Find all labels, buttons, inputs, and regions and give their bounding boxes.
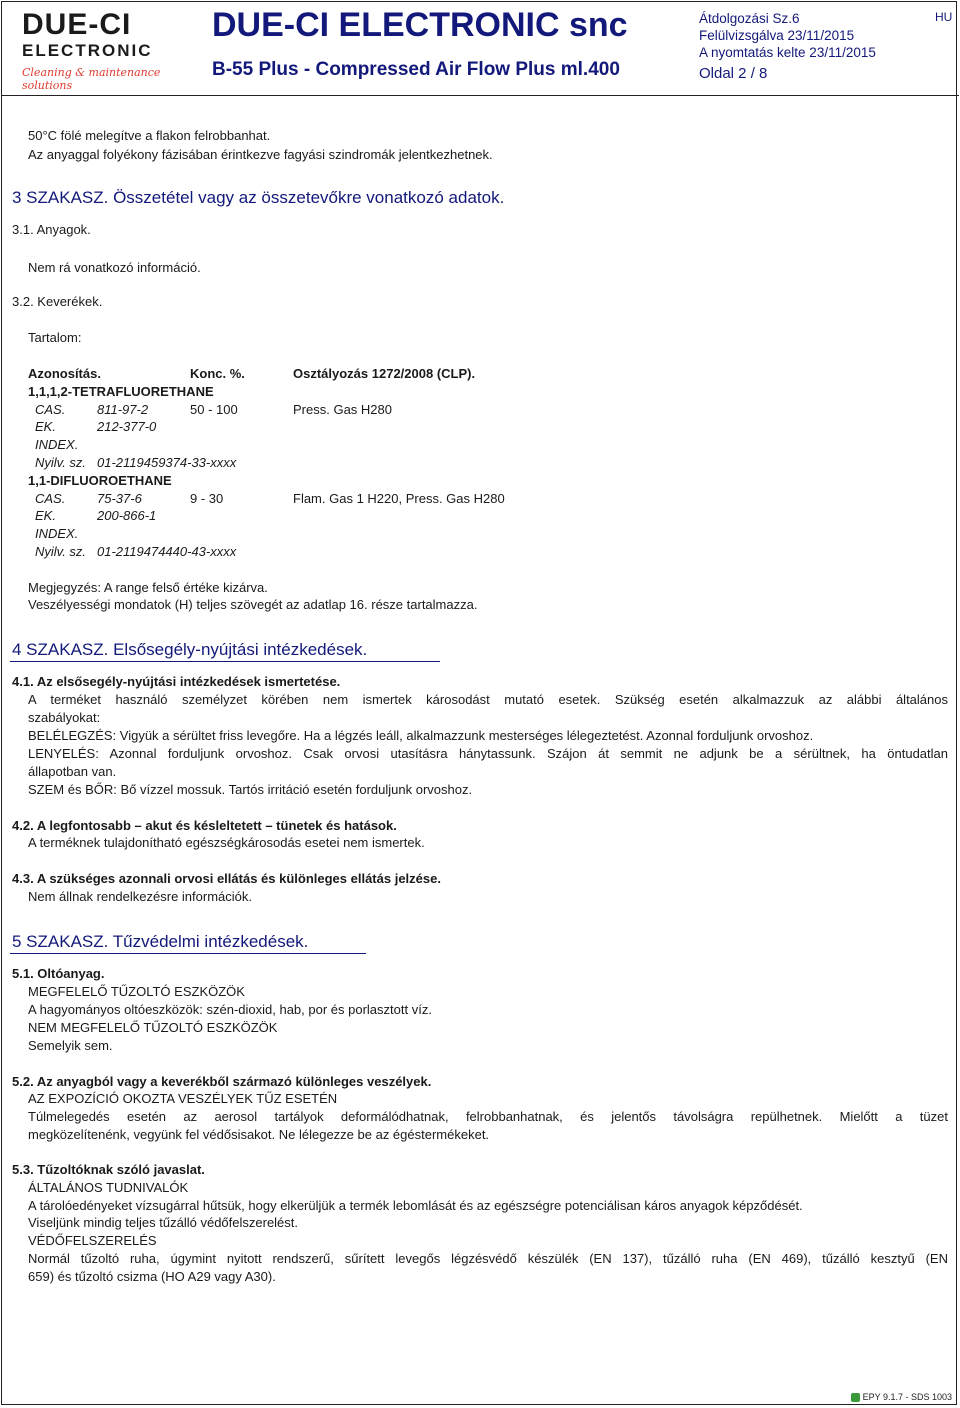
substance1-cas: 811-97-2 [97,402,149,417]
substance2-conc: 9 - 30 [190,491,224,506]
section5-1-line2: A hagyományos oltóeszközök: szén-dioxid, hab, por és porlasztott víz. [28,1002,432,1017]
section4-1-p1a: A terméket használó személyzet körében nem ismertek károsodást mutató esetek. Szükség esetén alkalmazzuk az alábbi általános [28,692,948,707]
section4-1-ingestion-a: LENYELÉS: Azonnal forduljunk orvoshoz. Csak orvosi utasításra hánytassunk. Szájon át semmit ne adjunk be a sérültnek, ha öntudatlan [28,746,948,761]
section4-1-inhalation: BELÉLEGZÉS: Vigyük a sérültet friss levegőre. Ha a légzés leáll, alkalmazzunk mesterséges lélegeztetést. Azonnal forduljunk orvoshoz. [28,728,814,743]
print-date: A nyomtatás kelte 23/11/2015 [699,45,876,60]
section4-1-ingestion-b: állapotban van. [28,764,117,779]
review-date: Felülvizsgálva 23/11/2015 [699,28,855,43]
section3-title: 3 SZAKASZ. Összetétel vagy az összetevőkre vonatkozó adatok. [12,188,505,207]
section3-1-text: Nem rá vonatkozó információ. [28,260,201,275]
document-meta [699,10,876,82]
section4-title: 4 SZAKASZ. Elsősegély-nyújtási intézkedések. [12,640,368,659]
substance2-name: 1,1-DIFLUOROETHANE [28,473,172,488]
section3-2-heading: 3.2. Keverékek. [12,294,103,309]
col-concentration: Konc. %. [190,366,245,381]
section5-1-heading: 5.1. Oltóanyag. [12,966,105,981]
logo-line1: DUE-CI [22,8,132,41]
section4-3-heading: 4.3. A szükséges azonnali orvosi ellátás és különleges ellátás jelzése. [12,871,441,886]
substance1-ek-label: EK. [35,419,56,434]
section5-3-line2: A tárolóedényeket vízsugárral hűtsük, hogy elkerüljük a termék lebomlását és az egészségre potenciálisan káros anyagok képződését. [28,1198,803,1213]
logo-tagline: Cleaning & maintenance solutions [22,66,161,92]
substance2-cas-label: CAS. [35,491,66,506]
substance2-index-label: INDEX. [35,526,79,541]
section4-1-p1b: szabályokat: [28,710,101,725]
substance2-cas: 75-37-6 [97,491,142,506]
substance1-cas-label: CAS. [35,402,66,417]
section4-1-eyes-skin: SZEM és BŐR: Bő vízzel mossuk. Tartós irritáció esetén forduljunk orvoshoz. [28,782,473,797]
logo-line2: ELECTRONIC [22,41,153,60]
section4-underline [10,661,440,662]
section5-3-line4: VÉDŐFELSZERELÉS [28,1233,157,1248]
substance1-conc: 50 - 100 [190,402,238,417]
section5-3-line1: ÁLTALÁNOS TUDNIVALÓK [28,1180,189,1195]
section5-3-heading: 5.3. Tűzoltóknak szóló javaslat. [12,1162,205,1177]
section3-1-heading: 3.1. Anyagok. [12,222,91,237]
footer [851,1392,952,1402]
tartalom-label: Tartalom: [28,330,82,345]
substance1-reg-label: Nyilv. sz. [35,455,87,470]
substance1-class: Press. Gas H280 [293,402,392,417]
company-logo [22,8,187,92]
revision: Átdolgozási Sz.6 [699,11,800,26]
section4-3-text: Nem állnak rendelkezésre információk. [28,889,252,904]
section5-2-heading: 5.2. Az anyagból vagy a keverékből származó különleges veszélyek. [12,1074,432,1089]
section5-2-line2a: Túlmelegedés esetén az aerosol tartályok deformálódhatnak, felrobbanhatnak, és jelentős távolságra repülhetnek. Mielőtt a tüzet [28,1109,948,1124]
note-h-statements: Veszélyességi mondatok (H) teljes szövegét az adatlap 16. része tartalmazza. [28,597,478,612]
section5-1-line4: Semelyik sem. [28,1038,113,1053]
substance2-ek-label: EK. [35,508,56,523]
epy-icon [851,1393,860,1402]
section5-3-line5a: Normál tűzoltó ruha, úgymint nyitott rendszerű, sűrített levegős légzésvédő készülék (EN 137), tűzálló ruha (EN 469), tűzálló kesztyű (EN [28,1251,948,1266]
substance2-reg: 01-2119474440-43-xxxx [97,544,237,559]
section4-1-heading: 4.1. Az elsősegély-nyújtási intézkedések ismertetése. [12,674,341,689]
section4-2-text: A terméknek tulajdonítható egészségkárosodás esetei nem ismertek. [28,835,425,850]
intro-line2: Az anyaggal folyékony fázisában érintkezve fagyási szindromák jelentkezhetnek. [28,147,493,162]
section5-3-line5b: 659) és tűzoltó csizma (HO A29 vagy A30). [28,1269,276,1284]
substance2-ek: 200-866-1 [97,508,157,523]
substance1-reg: 01-2119459374-33-xxxx [97,455,237,470]
substance1-ek: 212-377-0 [97,419,157,434]
substance1-index-label: INDEX. [35,437,79,452]
substance2-class: Flam. Gas 1 H220, Press. Gas H280 [293,491,505,506]
header-divider [1,95,959,96]
product-name: B-55 Plus - Compressed Air Flow Plus ml.400 [212,59,620,80]
page-number: Oldal 2 / 8 [699,65,768,82]
substance1-name: 1,1,1,2-TETRAFLUORETHANE [28,384,214,399]
note-range: Megjegyzés: A range felső értéke kizárva. [28,580,268,595]
language-code: HU [935,10,953,24]
substance2-reg-label: Nyilv. sz. [35,544,87,559]
section5-1-line1: MEGFELELŐ TŰZOLTÓ ESZKÖZÖK [28,984,245,999]
section5-1-line3: NEM MEGFELELŐ TŰZOLTÓ ESZKÖZÖK [28,1020,278,1035]
col-classification: Osztályozás 1272/2008 (CLP). [293,366,476,381]
section5-underline [10,953,366,954]
section5-title: 5 SZAKASZ. Tűzvédelmi intézkedések. [12,932,309,951]
col-identification: Azonosítás. [28,366,101,381]
footer-version: EPY 9.1.7 - SDS 1003 [862,1392,952,1402]
intro-line1: 50°C fölé melegítve a flakon felrobbanhat. [28,128,271,143]
section4-2-heading: 4.2. A legfontosabb – akut és késleltetett – tünetek és hatások. [12,818,397,833]
section5-2-line2b: megközelítenénk, vegyünk fel védősisakot. Ne lélegezze be az égéstermékeket. [28,1127,490,1142]
section5-2-line1: AZ EXPOZÍCIÓ OKOZTA VESZÉLYEK TŰZ ESETÉN [28,1091,338,1106]
company-name: DUE-CI ELECTRONIC snc [212,6,628,44]
section5-3-line3: Viseljünk mindig teljes tűzálló védőfelszerelést. [28,1215,299,1230]
